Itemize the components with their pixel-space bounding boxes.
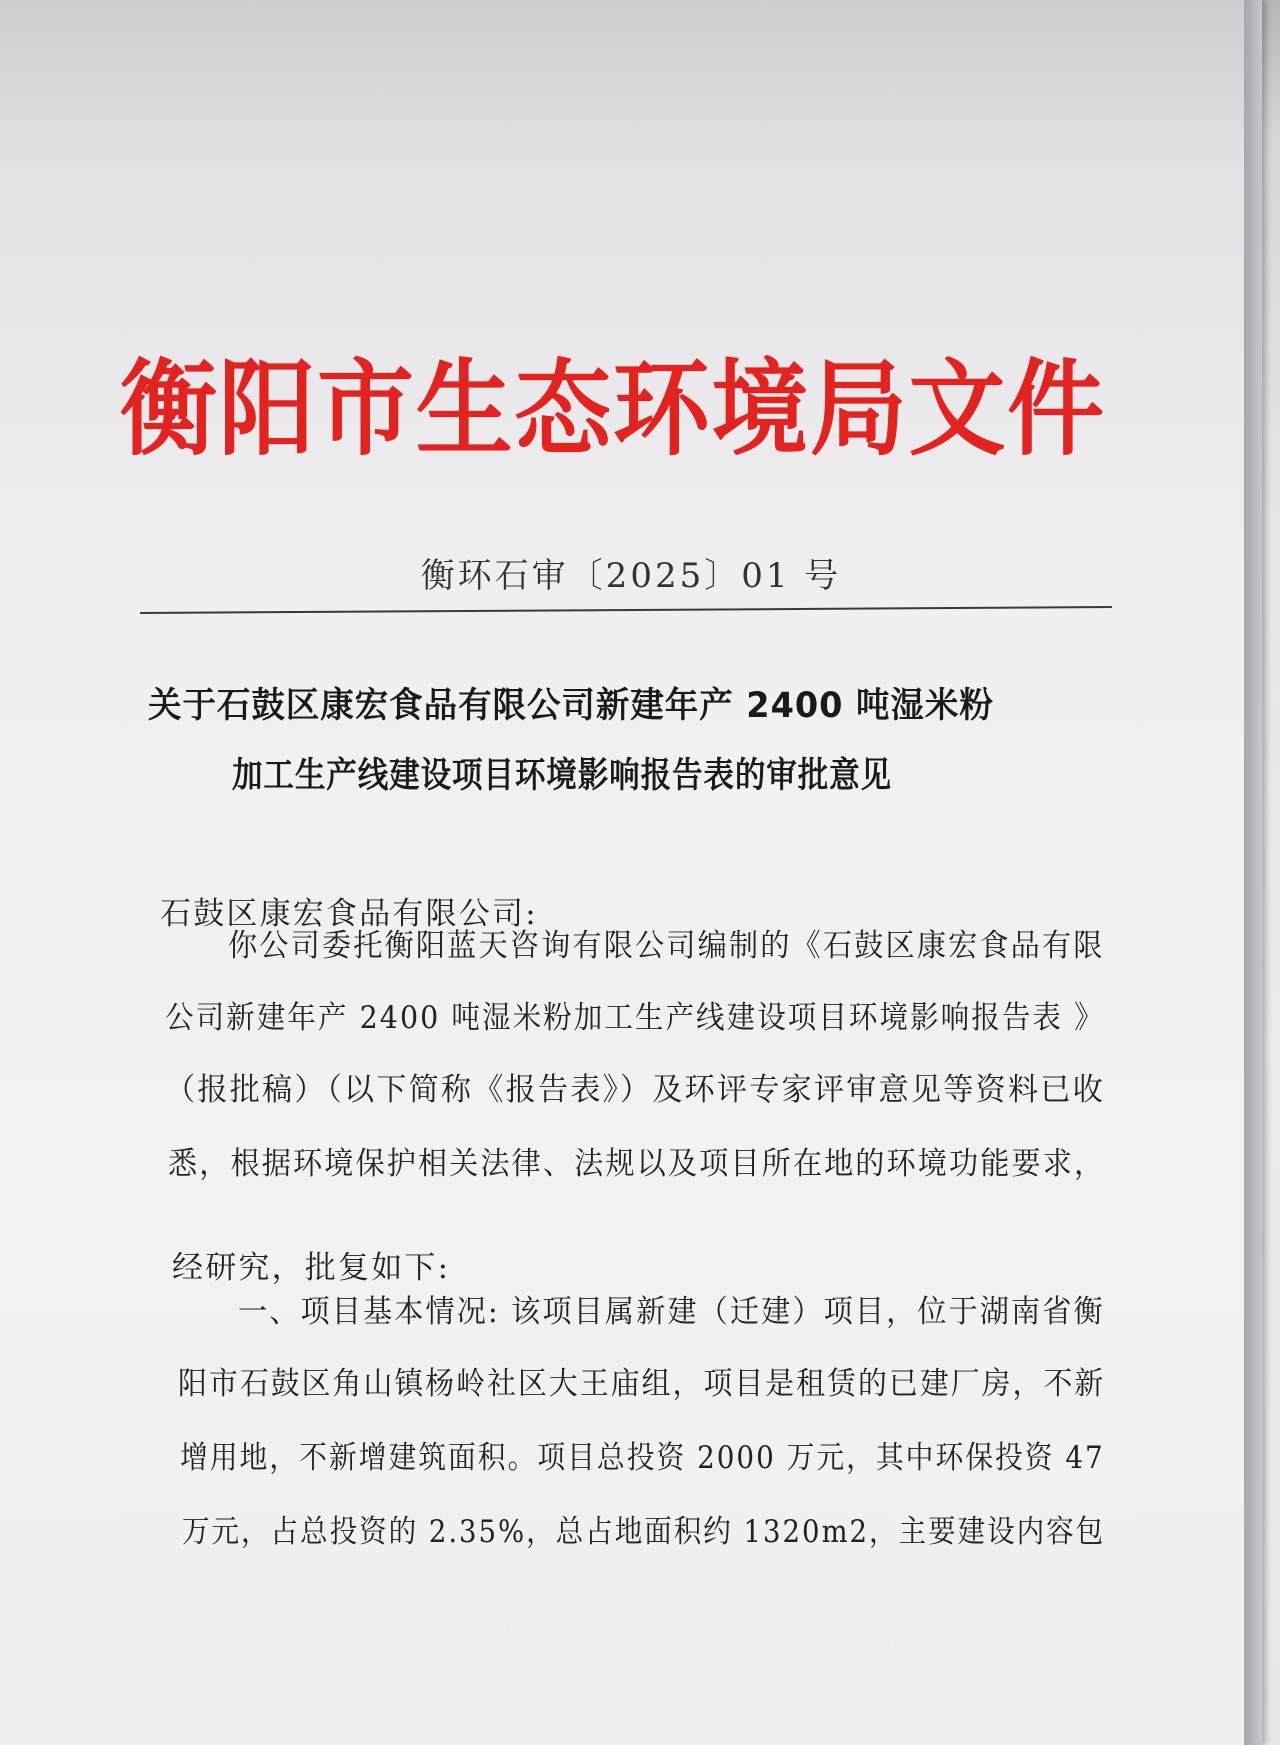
issuer-title: 衡阳市生态环境局文件 (120, 347, 1106, 470)
body-line-1: 你公司委托衡阳蓝天咨询有限公司编制的《石鼓区康宏食品有限 (228, 928, 1105, 964)
header-divider (140, 606, 1112, 614)
body-line-5: 经研究，批复如下: (172, 1250, 451, 1286)
document-number: 衡环石审〔2025〕01 号 (420, 556, 842, 596)
body-line-2: 公司新建年产 2400 吨湿米粉加工生产线建设项目环境影响报告表 》 (165, 1000, 1105, 1036)
body-line-6: 一、项目基本情况: 该项目属新建（迁建）项目，位于湖南省衡 (238, 1294, 1105, 1330)
body-line-8: 增用地，不新增建筑面积。项目总投资 2000 万元，其中环保投资 47 (180, 1440, 1105, 1476)
subject-line-1: 关于石鼓区康宏食品有限公司新建年产 2400 吨湿米粉 (148, 686, 994, 726)
body-line-9: 万元，占总投资的 2.35%，总占地面积约 1320m2，主要建设内容包 (182, 1514, 1106, 1550)
body-line-7: 阳市石鼓区角山镇杨岭社区大王庙组，项目是租赁的已建厂房，不新 (178, 1366, 1106, 1402)
body-line-3: （报批稿）（以下简称《报告表》）及环评专家评审意见等资料已收 (165, 1072, 1105, 1108)
subject-line-2: 加工生产线建设项目环境影响报告表的审批意见 (232, 756, 893, 796)
addressee: 石鼓区康宏食品有限公司: (160, 896, 538, 932)
page-edge-shadow (1244, 0, 1262, 1745)
body-line-4: 悉，根据环境保护相关法律、法规以及项目所在地的环境功能要求， (168, 1146, 1106, 1182)
